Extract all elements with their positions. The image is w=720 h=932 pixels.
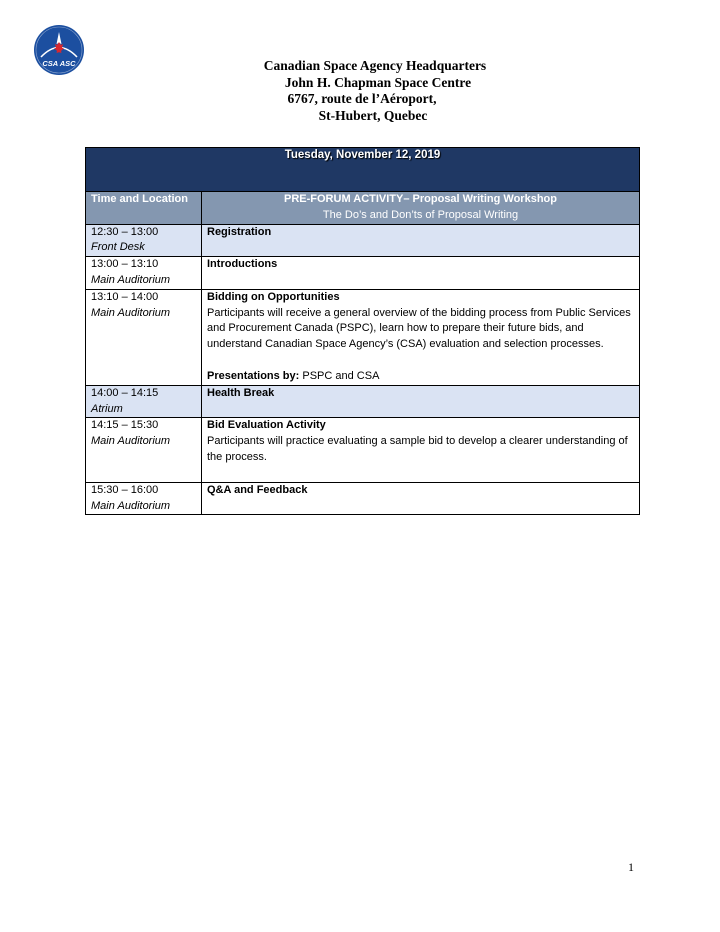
table-row bbox=[86, 289, 640, 385]
time: 12:30 – 13:00 bbox=[91, 225, 159, 238]
time-location-cell bbox=[86, 257, 202, 290]
time-location-cell bbox=[86, 385, 202, 418]
session-cell bbox=[202, 257, 640, 290]
session-description: Participants will receive a general overview of the bidding process from Public Services and Procurement Canada (PSPC), learn how to prepare their future bids, and understand Canadian Space Agency’s (CSA) evaluation and selection processes. bbox=[207, 306, 631, 351]
session-cell bbox=[202, 482, 640, 515]
session-title: Introductions bbox=[207, 258, 278, 271]
activity-subtitle: The Do’s and Don’ts of Proposal Writing bbox=[322, 208, 519, 221]
time: 13:10 – 14:00 bbox=[91, 290, 159, 303]
address-line-4: St-Hubert, Quebec bbox=[318, 107, 428, 123]
session-title: Health Break bbox=[207, 386, 275, 399]
session-cell bbox=[202, 224, 640, 257]
table-row bbox=[86, 482, 640, 515]
location: Main Auditorium bbox=[91, 499, 171, 512]
session-description: Participants will practice evaluating a sample bid to develop a clearer understanding of the process. bbox=[207, 435, 628, 463]
time: 15:30 – 16:00 bbox=[91, 483, 159, 496]
activity-title: PRE-FORUM ACTIVITY– Proposal Writing Workshop bbox=[284, 193, 557, 205]
session-cell bbox=[202, 418, 640, 482]
date-banner-row bbox=[86, 148, 640, 192]
location: Atrium bbox=[91, 402, 123, 415]
page-number: 1 bbox=[628, 860, 634, 874]
date-banner: Tuesday, November 12, 2019 bbox=[86, 148, 640, 192]
time-location-cell bbox=[86, 224, 202, 257]
time: 14:15 – 15:30 bbox=[91, 419, 159, 432]
presenters-value: PSPC and CSA bbox=[299, 369, 380, 382]
session-title: Bid Evaluation Activity bbox=[207, 419, 326, 432]
time: 14:00 – 14:15 bbox=[91, 386, 159, 399]
address-line-2: John H. Chapman Space Centre bbox=[284, 74, 472, 90]
hq-address bbox=[250, 58, 500, 124]
presenters-label: Presentations by: bbox=[207, 369, 300, 382]
session-cell bbox=[202, 289, 640, 385]
col-header-activity bbox=[202, 192, 640, 225]
location: Main Auditorium bbox=[91, 273, 171, 286]
spacer bbox=[207, 466, 634, 482]
session-title: Bidding on Opportunities bbox=[207, 290, 340, 303]
csa-logo bbox=[33, 24, 85, 76]
address-line-1: Canadian Space Agency Headquarters bbox=[263, 58, 487, 73]
time-location-cell bbox=[86, 289, 202, 385]
presenters bbox=[207, 369, 634, 385]
session-cell bbox=[202, 385, 640, 418]
col-header-time-location: Time and Location bbox=[86, 192, 202, 225]
table-row bbox=[86, 257, 640, 290]
session-title: Q&A and Feedback bbox=[207, 483, 308, 496]
location: Main Auditorium bbox=[91, 306, 171, 319]
schedule-table bbox=[85, 147, 640, 515]
table-row bbox=[86, 385, 640, 418]
table-row bbox=[86, 224, 640, 257]
svg-text:CSA ASC: CSA ASC bbox=[42, 59, 76, 68]
session-title: Registration bbox=[207, 225, 272, 238]
time-location-cell bbox=[86, 418, 202, 482]
location: Front Desk bbox=[91, 241, 145, 254]
time: 13:00 – 13:10 bbox=[91, 258, 159, 271]
location: Main Auditorium bbox=[91, 435, 171, 448]
time-location-cell bbox=[86, 482, 202, 515]
header-row bbox=[86, 192, 640, 225]
table-row bbox=[86, 418, 640, 482]
spacer bbox=[207, 353, 634, 369]
address-line-3: 6767, route de l’Aéroport, bbox=[287, 91, 437, 106]
